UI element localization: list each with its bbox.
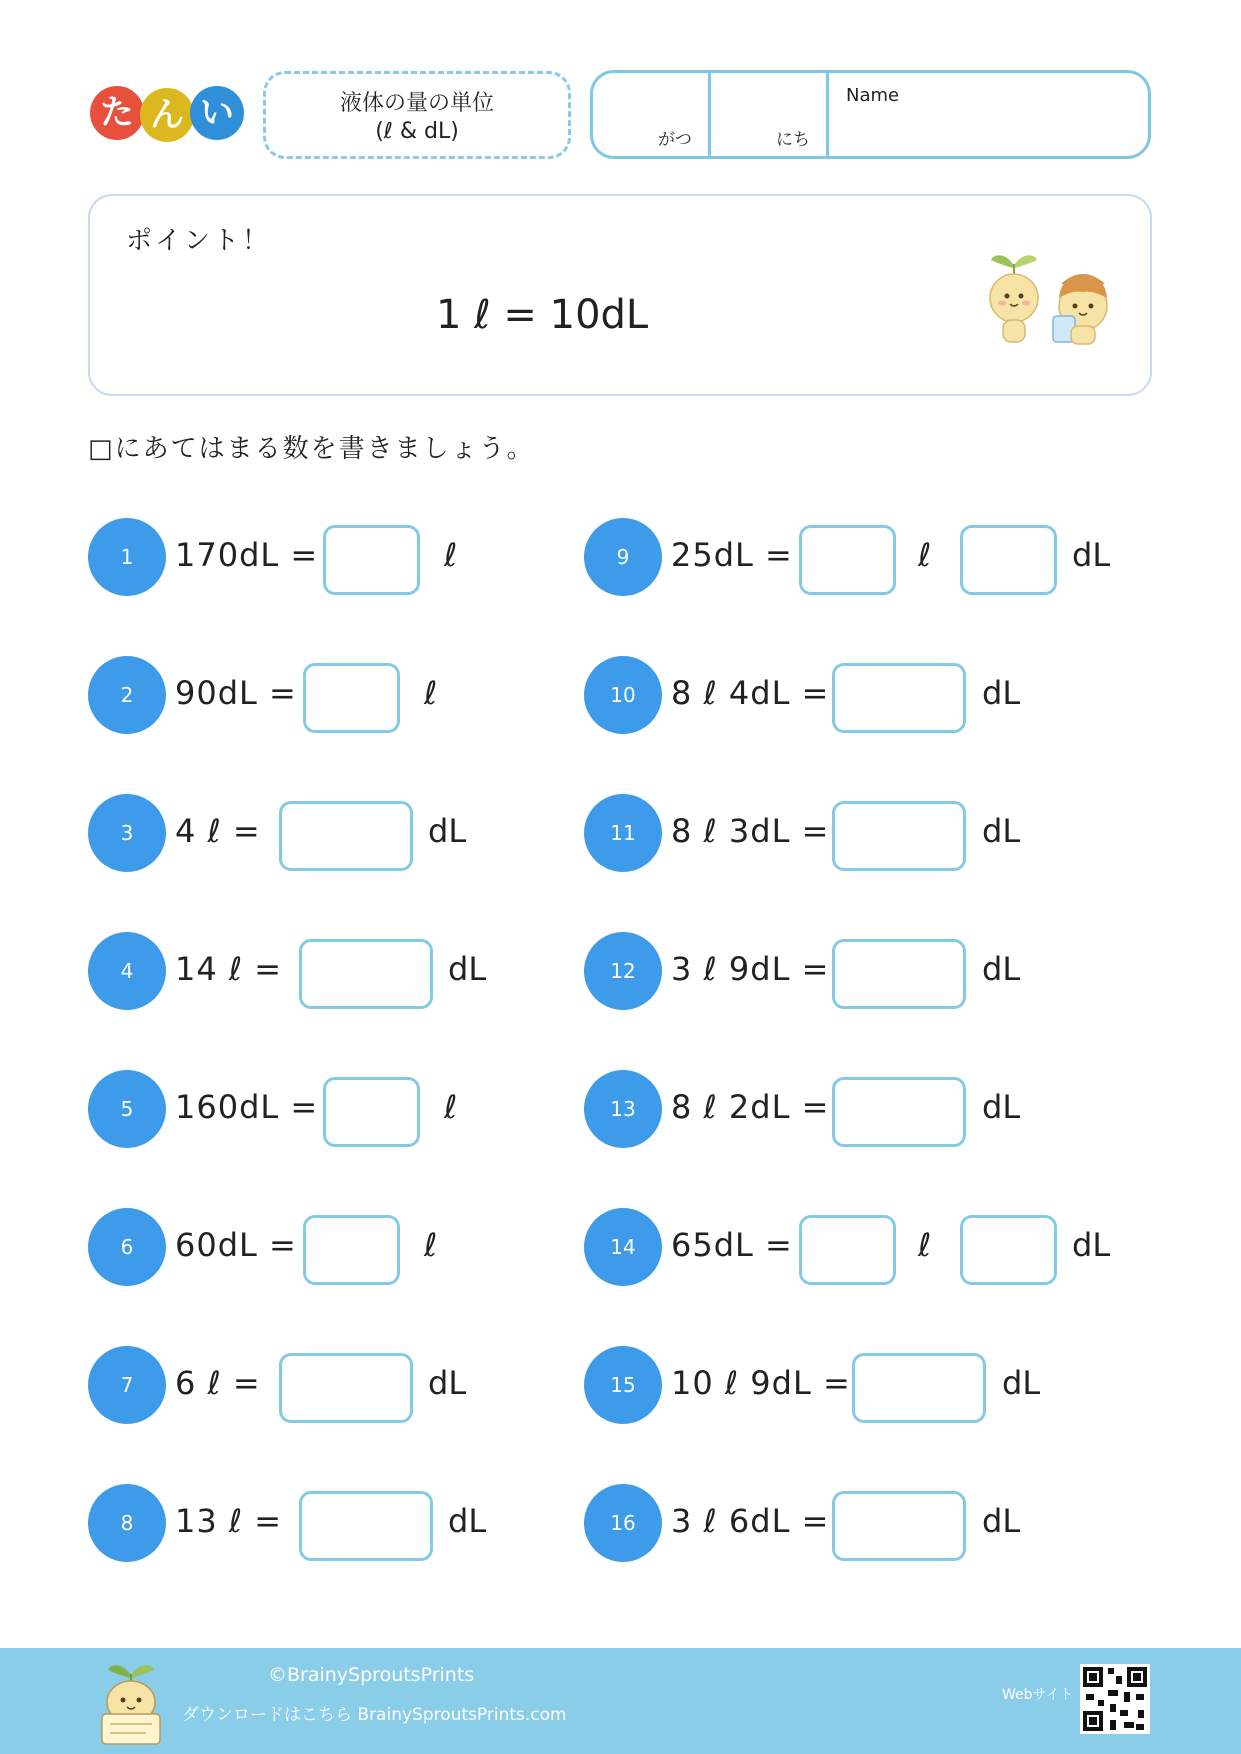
unit-label: ℓ (444, 1088, 458, 1126)
answer-box[interactable] (303, 1215, 400, 1285)
problem-expression: 8 ℓ 4dL = (671, 674, 830, 712)
problem-number-badge: 8 (88, 1484, 166, 1562)
answer-box[interactable] (852, 1353, 986, 1423)
unit-label-liters: ℓ (918, 1226, 932, 1264)
problem-5 (88, 1070, 528, 1150)
problem-number-badge: 3 (88, 794, 166, 872)
qr-module (1124, 1692, 1130, 1702)
logo (88, 84, 248, 144)
answer-box[interactable] (299, 1491, 433, 1561)
answer-box[interactable] (299, 939, 433, 1009)
answer-box[interactable] (832, 1491, 966, 1561)
qr-module (1108, 1690, 1118, 1696)
point-heading: ポイント！ (126, 226, 272, 256)
qr-module (1124, 1722, 1134, 1728)
problem-expression: 10 ℓ 9dL = (671, 1364, 851, 1402)
point-rule: 1 ℓ = 10dL (436, 292, 649, 338)
problem-7 (88, 1346, 528, 1426)
qr-module (1108, 1668, 1114, 1674)
problem-13 (584, 1070, 1144, 1150)
qr-finder-top-right-dot (1133, 1673, 1141, 1681)
logo-char-i: い (190, 86, 244, 140)
problem-2 (88, 656, 528, 736)
copyright-text: ©BrainySproutsPrints (268, 1664, 475, 1686)
answer-box-liters[interactable] (799, 525, 896, 595)
worksheet-title (263, 71, 571, 159)
name-field[interactable] (829, 73, 1147, 156)
problem-expression: 6 ℓ = (175, 1364, 261, 1402)
qr-module (1098, 1700, 1104, 1706)
problem-number-badge: 10 (584, 656, 662, 734)
problem-number-badge: 11 (584, 794, 662, 872)
problem-9 (584, 518, 1144, 598)
unit-label: ℓ (424, 1226, 438, 1264)
problem-6 (88, 1208, 528, 1288)
problem-expression: 8 ℓ 3dL = (671, 812, 830, 850)
title-line1: 液体の量の単位 (339, 91, 494, 116)
footer (0, 1648, 1241, 1754)
qr-module (1138, 1710, 1144, 1718)
qr-module (1110, 1720, 1116, 1730)
problem-11 (584, 794, 1144, 874)
problem-8 (88, 1484, 528, 1564)
unit-label: dL (1002, 1364, 1041, 1402)
problem-expression: 13 ℓ = (175, 1502, 283, 1540)
qr-module (1136, 1724, 1144, 1730)
problem-number-badge: 9 (584, 518, 662, 596)
problem-number-badge: 7 (88, 1346, 166, 1424)
problem-number-badge: 12 (584, 932, 662, 1010)
qr-finder-bottom-left-dot (1089, 1717, 1097, 1725)
day-field[interactable] (711, 73, 825, 156)
unit-label: dL (982, 1088, 1021, 1126)
unit-label: ℓ (424, 674, 438, 712)
month-field[interactable] (593, 73, 707, 156)
problem-10 (584, 656, 1144, 736)
problem-expression: 8 ℓ 2dL = (671, 1088, 830, 1126)
unit-label: dL (428, 1364, 467, 1402)
qr-module (1136, 1694, 1144, 1700)
answer-box[interactable] (323, 525, 420, 595)
qr-finder-top-left-dot (1089, 1673, 1097, 1681)
unit-label: dL (428, 812, 467, 850)
problem-expression: 25dL = (671, 536, 793, 574)
problem-expression: 90dL = (175, 674, 297, 712)
qr-module (1086, 1694, 1094, 1700)
problem-number-badge: 15 (584, 1346, 662, 1424)
unit-label: dL (448, 1502, 487, 1540)
problem-expression: 14 ℓ = (175, 950, 283, 988)
problem-number-badge: 16 (584, 1484, 662, 1562)
answer-box-liters[interactable] (799, 1215, 896, 1285)
answer-box[interactable] (279, 1353, 413, 1423)
website-label: Webサイト (1002, 1687, 1074, 1703)
problem-3 (88, 794, 528, 874)
problem-12 (584, 932, 1144, 1012)
unit-label-deciliters: dL (1072, 536, 1111, 574)
problem-expression: 160dL = (175, 1088, 319, 1126)
sprout-characters-illustration (983, 246, 1123, 350)
problem-number-badge: 5 (88, 1070, 166, 1148)
unit-label: dL (982, 674, 1021, 712)
unit-label-deciliters: dL (1072, 1226, 1111, 1264)
day-label: にち (776, 130, 810, 150)
logo-char-ta: た (90, 86, 144, 140)
title-line2: (ℓ & dL) (375, 119, 459, 144)
problem-expression: 65dL = (671, 1226, 793, 1264)
problem-1 (88, 518, 528, 598)
unit-label: dL (982, 950, 1021, 988)
answer-box-deciliters[interactable] (960, 525, 1057, 595)
name-label: Name (846, 85, 900, 106)
instruction-text: □にあてはまる数を書きましょう。 (88, 434, 535, 464)
logo-char-n: ん (140, 88, 194, 142)
qr-module (1120, 1710, 1128, 1716)
download-link[interactable]: ダウンロードはこちら BrainySproutsPrints.com (182, 1705, 567, 1725)
problem-expression: 60dL = (175, 1226, 297, 1264)
answer-box[interactable] (303, 663, 400, 733)
problem-expression: 3 ℓ 9dL = (671, 950, 830, 988)
answer-box[interactable] (832, 801, 966, 871)
answer-box[interactable] (279, 801, 413, 871)
problem-number-badge: 13 (584, 1070, 662, 1148)
unit-label: dL (448, 950, 487, 988)
unit-label: ℓ (444, 536, 458, 574)
month-label: がつ (658, 130, 692, 150)
answer-box-deciliters[interactable] (960, 1215, 1057, 1285)
answer-box[interactable] (832, 939, 966, 1009)
point-box (88, 194, 1152, 396)
problem-number-badge: 4 (88, 932, 166, 1010)
date-name-box (590, 70, 1151, 159)
sprout-mascot-icon (96, 1660, 166, 1746)
problem-expression: 170dL = (175, 536, 319, 574)
problem-number-badge: 14 (584, 1208, 662, 1286)
problem-expression: 3 ℓ 6dL = (671, 1502, 830, 1540)
problem-expression: 4 ℓ = (175, 812, 261, 850)
unit-label: dL (982, 812, 1021, 850)
answer-box[interactable] (832, 1077, 966, 1147)
unit-label: dL (982, 1502, 1021, 1540)
qr-module (1110, 1704, 1116, 1712)
problem-number-badge: 2 (88, 656, 166, 734)
unit-label-liters: ℓ (918, 536, 932, 574)
qr-module (1116, 1676, 1122, 1684)
qr-code-icon[interactable] (1080, 1664, 1150, 1734)
problem-number-badge: 6 (88, 1208, 166, 1286)
problem-4 (88, 932, 528, 1012)
answer-box[interactable] (832, 663, 966, 733)
problem-15 (584, 1346, 1144, 1426)
problem-number-badge: 1 (88, 518, 166, 596)
answer-box[interactable] (323, 1077, 420, 1147)
problem-14 (584, 1208, 1144, 1288)
problem-16 (584, 1484, 1144, 1564)
